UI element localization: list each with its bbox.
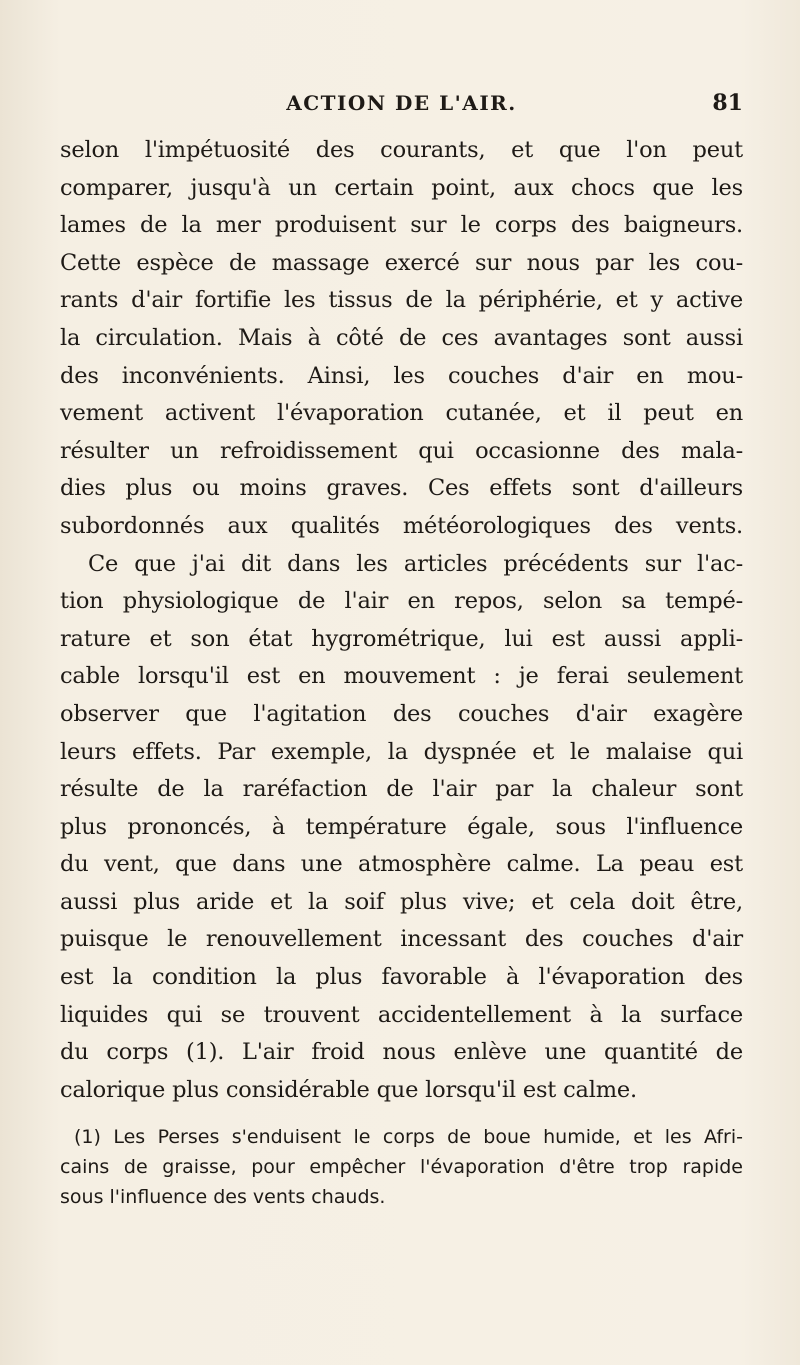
text-line: dies plus ou moins graves. Ces effets sont d'ailleurs (60, 475, 743, 502)
text-line: cable lorsqu'il est en mouvement : je ferai seulement (60, 663, 743, 690)
text-line: est la condition la plus favorable à l'évaporation des (60, 964, 743, 991)
footnote-line: sous l'influence des vents chauds. (60, 1186, 386, 1208)
text-line: résulter un refroidissement qui occasionne des mala- (60, 437, 743, 464)
text-line: leurs effets. Par exemple, la dyspnée et le malaise qui (60, 738, 743, 765)
text-line: comparer, jusqu'à un certain point, aux chocs que les (60, 174, 743, 201)
text-line: observer que l'agitation des couches d'air exagère (60, 700, 743, 727)
text-line: selon l'impétuosité des courants, et que l'on peut (60, 137, 743, 163)
text-line: rature et son état hygrométrique, lui est aussi appli- (60, 625, 743, 652)
text-line: aussi plus aride et la soif plus vive; et cela doit être, (60, 888, 743, 915)
text-line: résulte de la raréfaction de l'air par la chaleur sont (60, 776, 743, 803)
page-number: 81 (712, 90, 743, 116)
page-header (60, 88, 743, 118)
text-line: Ce que j'ai dit dans les articles précédents sur l'ac- (88, 550, 743, 577)
text-line: du vent, que dans une atmosphère calme. La peau est (60, 851, 743, 878)
text-line: calorique plus considérable que lorsqu'il est calme. (60, 1076, 637, 1103)
running-title: ACTION DE L'AIR. (286, 91, 517, 115)
text-line: subordonnés aux qualités météorologiques des vents. (60, 512, 743, 539)
text-line: Cette espèce de massage exercé sur nous par les cou- (60, 249, 743, 276)
text-line: liquides qui se trouvent accidentellement à la surface (60, 1001, 743, 1028)
text-line: vement activent l'évaporation cutanée, et il peut en (60, 400, 743, 427)
footnote-line: (1) Les Perses s'enduisent le corps de boue humide, et les Afri- (74, 1126, 743, 1148)
text-line: plus prononcés, à température égale, sous l'influence (60, 813, 743, 840)
text-line: lames de la mer produisent sur le corps des baigneurs. (60, 212, 743, 239)
text-line: tion physiologique de l'air en repos, selon sa tempé- (60, 588, 743, 615)
text-line: du corps (1). L'air froid nous enlève une quantité de (60, 1039, 743, 1066)
text-line: des inconvénients. Ainsi, les couches d'air en mou- (60, 362, 743, 389)
text-line: la circulation. Mais à côté de ces avantages sont aussi (60, 324, 743, 351)
body-text (60, 132, 743, 1109)
footnote-line: cains de graisse, pour empêcher l'évaporation d'être trop rapide (60, 1156, 743, 1178)
footnote (60, 1122, 743, 1212)
text-line: rants d'air fortifie les tissus de la périphérie, et y active (60, 287, 743, 314)
text-line: puisque le renouvellement incessant des couches d'air (60, 926, 743, 953)
